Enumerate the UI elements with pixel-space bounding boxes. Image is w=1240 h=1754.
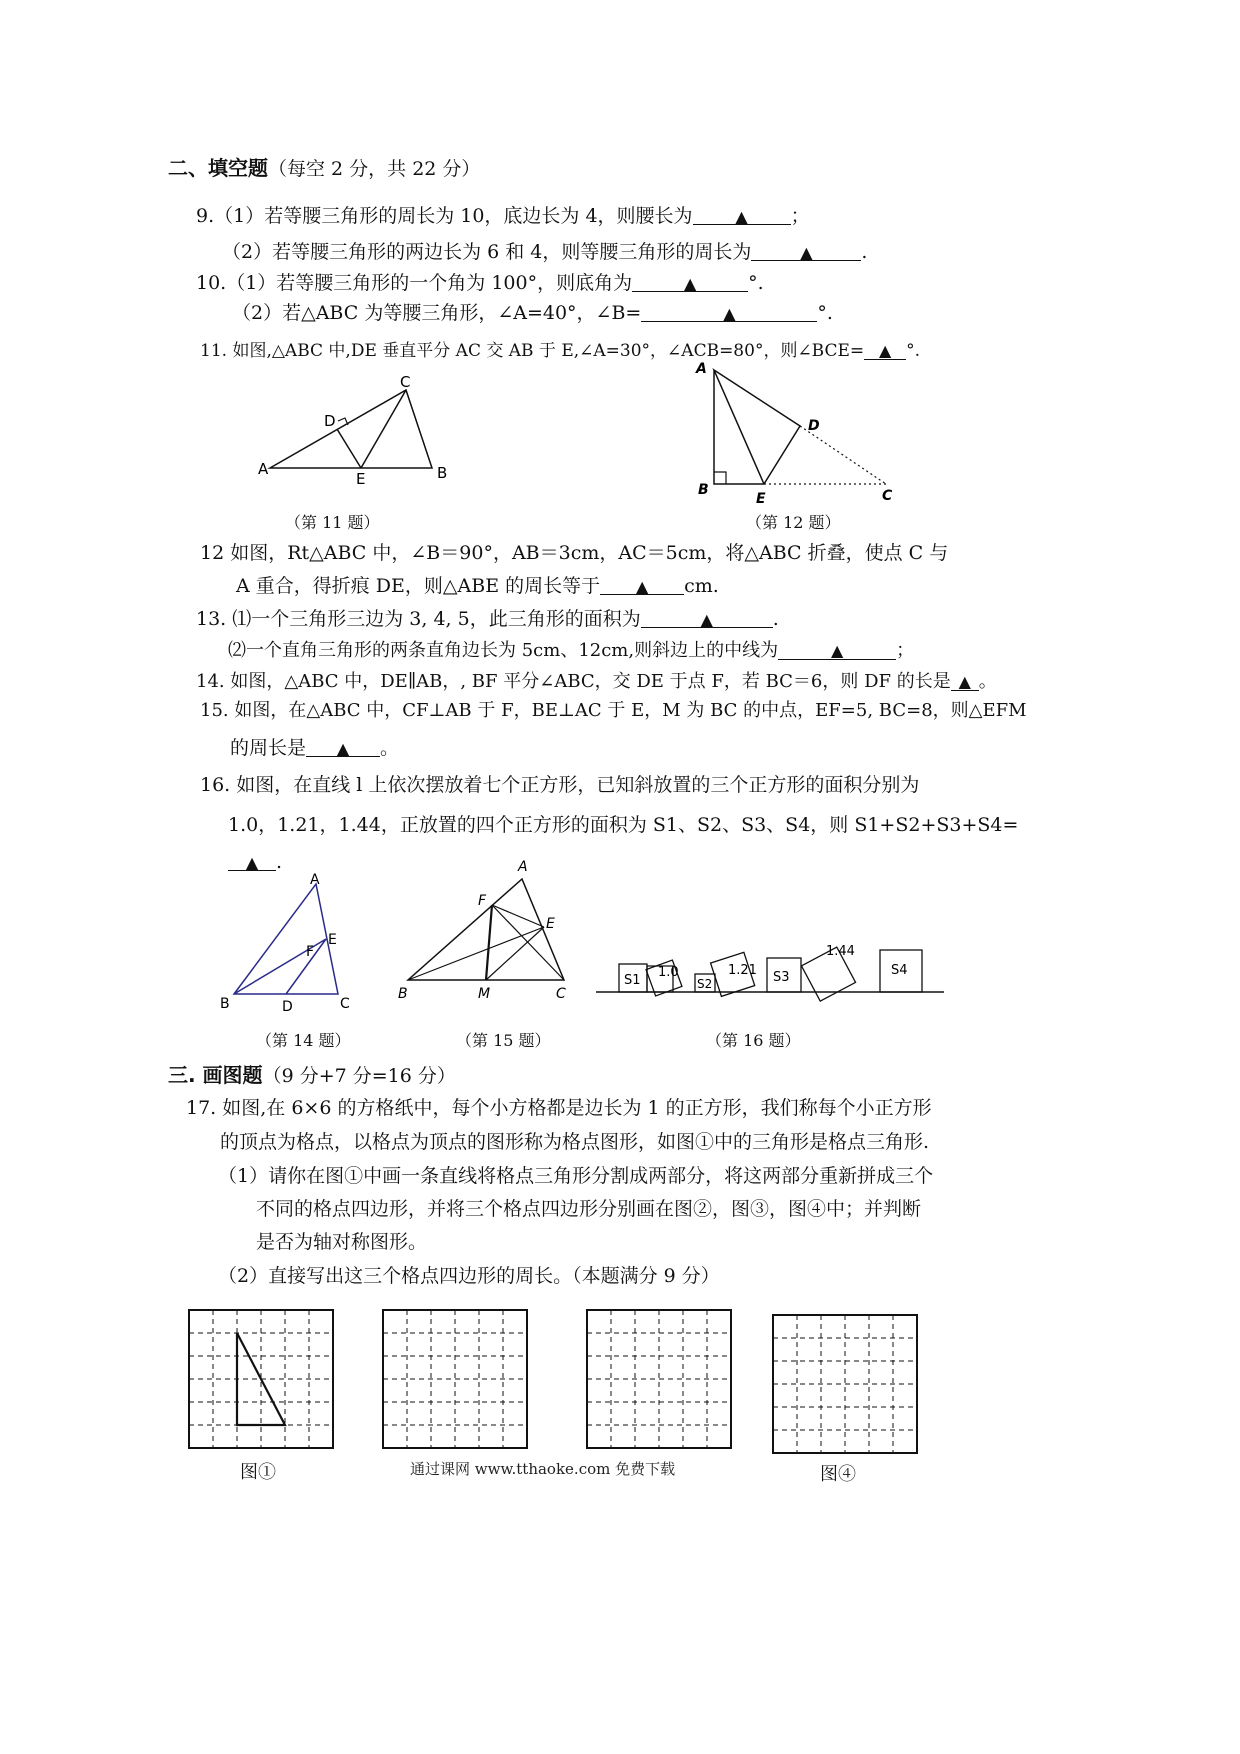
answer-blank[interactable] [306, 736, 380, 757]
grid-figure-2 [382, 1309, 528, 1449]
question-15-line2 [230, 736, 399, 760]
answer-blank[interactable] [951, 670, 979, 691]
blank-triangle-icon: ▲ [958, 672, 971, 691]
section-3-title: 三. 画图题 [168, 1063, 263, 1087]
figure-11 [250, 370, 470, 490]
question-15-line1: 15. 如图，在△ABC 中，CF⊥AB 于 F，BE⊥AC 于 E，M 为 BC 的中点，EF=5, BC=8，则△EFM [200, 700, 1027, 721]
fig16-label-c: 1.44 [826, 944, 855, 959]
grid-label-1: 图① [240, 1462, 276, 1483]
answer-blank[interactable] [228, 850, 276, 871]
question-17-line4: 不同的格点四边形，并将三个格点四边形分别画在图②，图③，图④中；并判断 [256, 1198, 922, 1220]
blank-triangle-icon: ▲ [735, 207, 748, 226]
fig12-label-a: A [696, 361, 707, 377]
q12-line2-text: A 重合，得折痕 DE，则△ABE 的周长等于 [236, 575, 601, 597]
answer-blank[interactable] [600, 574, 684, 595]
question-9-part2 [222, 240, 867, 264]
fig15-label-a: A [518, 859, 528, 875]
figure-16 [594, 908, 954, 998]
fig11-label-d: D [324, 412, 336, 430]
fig16-label-s4: S4 [891, 963, 908, 978]
fig14-label-d: D [282, 999, 293, 1015]
answer-blank[interactable] [693, 204, 791, 225]
q14-text: 14. 如图，△ABC 中，DE∥AB，, BF 平分∠ABC，交 DE 于点 F，若 BC＝6，则 DF 的长是 [196, 671, 951, 692]
fig15-label-e: E [546, 916, 555, 932]
figure-15-caption: （第 15 题） [456, 1031, 551, 1050]
q9-p2-end: . [861, 241, 868, 263]
question-17-line6: （2）直接写出这三个格点四边形的周长。（本题满分 9 分） [218, 1265, 720, 1287]
fig14-label-a: A [310, 872, 320, 888]
fig11-label-c: C [400, 373, 411, 391]
blank-triangle-icon: ▲ [723, 304, 736, 323]
grid-figure-1 [188, 1309, 334, 1449]
fig14-label-e: E [328, 932, 337, 948]
q9-p1-end: ； [790, 205, 810, 227]
question-10-part1 [196, 271, 764, 295]
fig11-label-a: A [258, 460, 269, 478]
q10-p2-text: （2）若△ABC 为等腰三角形，∠A=40°，∠B= [232, 302, 642, 324]
fig11-label-e: E [356, 470, 366, 488]
blank-triangle-icon: ▲ [830, 641, 844, 660]
fig16-label-b: 1.21 [728, 963, 757, 978]
q13-p1-end: . [772, 608, 779, 630]
question-17-line3: （1）请你在图①中画一条直线将格点三角形分割成两部分，将这两部分重新拼成三个 [218, 1165, 934, 1187]
section-2-heading [168, 156, 480, 181]
blank-triangle-icon: ▲ [879, 341, 892, 360]
fig16-label-s1: S1 [624, 973, 641, 988]
q15-line2-end: 。 [380, 737, 400, 759]
answer-blank[interactable] [641, 301, 817, 322]
q10-p1-end: °. [748, 272, 764, 294]
question-13-part2 [228, 639, 914, 663]
question-16-line1: 16. 如图，在直线 l 上依次摆放着七个正方形，已知斜放置的三个正方形的面积分别为 [200, 774, 920, 796]
fig12-label-e: E [756, 491, 766, 507]
figure-15 [396, 852, 586, 1012]
blank-triangle-icon: ▲ [700, 610, 713, 629]
q13-p1-text: 13. ⑴一个三角形三边为 3, 4, 5，此三角形的面积为 [196, 608, 641, 630]
blank-triangle-icon: ▲ [635, 577, 649, 596]
grid-label-4: 图④ [820, 1464, 856, 1485]
answer-blank[interactable] [641, 607, 773, 628]
figure-14 [216, 870, 366, 1020]
fig14-label-b: B [220, 996, 230, 1012]
fig11-label-b: B [437, 464, 448, 482]
grid-figure-3 [586, 1309, 732, 1449]
q15-line2-text: 的周长是 [230, 737, 307, 759]
q9-p2-text: （2）若等腰三角形的两边长为 6 和 4，则等腰三角形的周长为 [222, 241, 752, 263]
question-12-line2 [236, 574, 719, 598]
question-9-part1 [196, 204, 810, 228]
fig14-label-f: F [306, 944, 315, 960]
fig16-label-s2: S2 [697, 977, 713, 991]
q10-p2-end: °. [817, 302, 833, 324]
footer-watermark: 通过课网 www.tthaoke.com 免费下载 [410, 1460, 676, 1478]
question-14 [196, 670, 997, 694]
q14-end: 。 [978, 671, 997, 692]
blank-triangle-icon: ▲ [800, 243, 813, 262]
question-13-part1 [196, 607, 779, 631]
blank-triangle-icon: ▲ [245, 853, 259, 872]
q11-end: °. [906, 341, 921, 361]
q9-p1-text: 9.（1）若等腰三角形的周长为 10，底边长为 4，则腰长为 [196, 205, 693, 227]
section-2-title: 二、填空题 [168, 156, 268, 180]
q13-p2-text: ⑵一个直角三角形的两条直角边长为 5cm、12cm,则斜边上的中线为 [228, 640, 779, 661]
figure-14-caption: （第 14 题） [256, 1031, 351, 1050]
fig15-label-c: C [556, 986, 566, 1002]
fig15-label-f: F [478, 893, 487, 909]
figure-12-caption: （第 12 题） [746, 513, 841, 532]
figure-16-caption: （第 16 题） [706, 1031, 801, 1050]
blank-triangle-icon: ▲ [336, 739, 350, 758]
question-17-line1: 17. 如图,在 6×6 的方格纸中，每个小方格都是边长为 1 的正方形，我们称每个小正方形 [186, 1097, 932, 1119]
section-3-note: （9 分+7 分=16 分） [262, 1065, 456, 1087]
fig16-label-s3: S3 [773, 970, 790, 985]
q10-p1-text: 10.（1）若等腰三角形的一个角为 100°，则底角为 [196, 272, 633, 294]
section-2-note: （每空 2 分，共 22 分） [268, 158, 481, 180]
fig15-label-b: B [398, 986, 408, 1002]
question-17-line5: 是否为轴对称图形。 [256, 1231, 428, 1253]
fig12-label-d: D [808, 418, 820, 434]
answer-blank[interactable] [751, 240, 861, 261]
q12-line2-end: cm. [684, 575, 719, 597]
answer-blank[interactable] [864, 339, 906, 360]
question-10-part2 [232, 301, 833, 325]
grid-figure-4 [772, 1314, 918, 1454]
q16-line3-end: . [276, 851, 283, 873]
question-16-line2: 1.0，1.21，1.44，正放置的四个正方形的面积为 S1、S2、S3、S4，则 S1+S2+S3+S4= [228, 814, 1019, 836]
fig12-label-c: C [882, 488, 893, 504]
figure-11-caption: （第 11 题） [285, 513, 380, 532]
q11-text: 11. 如图,△ABC 中,DE 垂直平分 AC 交 AB 于 E,∠A=30°，∠ACB=80°，则∠BCE= [200, 341, 865, 361]
figure-12 [690, 358, 920, 508]
answer-blank[interactable] [778, 639, 896, 660]
section-3-heading [168, 1063, 456, 1088]
q13-p2-end: ； [896, 640, 915, 661]
fig16-label-a: 1.0 [658, 965, 679, 980]
answer-blank[interactable] [632, 271, 748, 292]
blank-triangle-icon: ▲ [683, 274, 697, 293]
fig15-label-m: M [478, 986, 491, 1002]
fig14-label-c: C [340, 996, 350, 1012]
question-17-line2: 的顶点为格点，以格点为顶点的图形称为格点图形，如图①中的三角形是格点三角形. [220, 1131, 930, 1153]
fig12-label-b: B [698, 482, 709, 498]
question-12-line1: 12 如图，Rt△ABC 中，∠B＝90°，AB＝3cm，AC＝5cm，将△ABC 折叠，使点 C 与 [200, 542, 949, 564]
